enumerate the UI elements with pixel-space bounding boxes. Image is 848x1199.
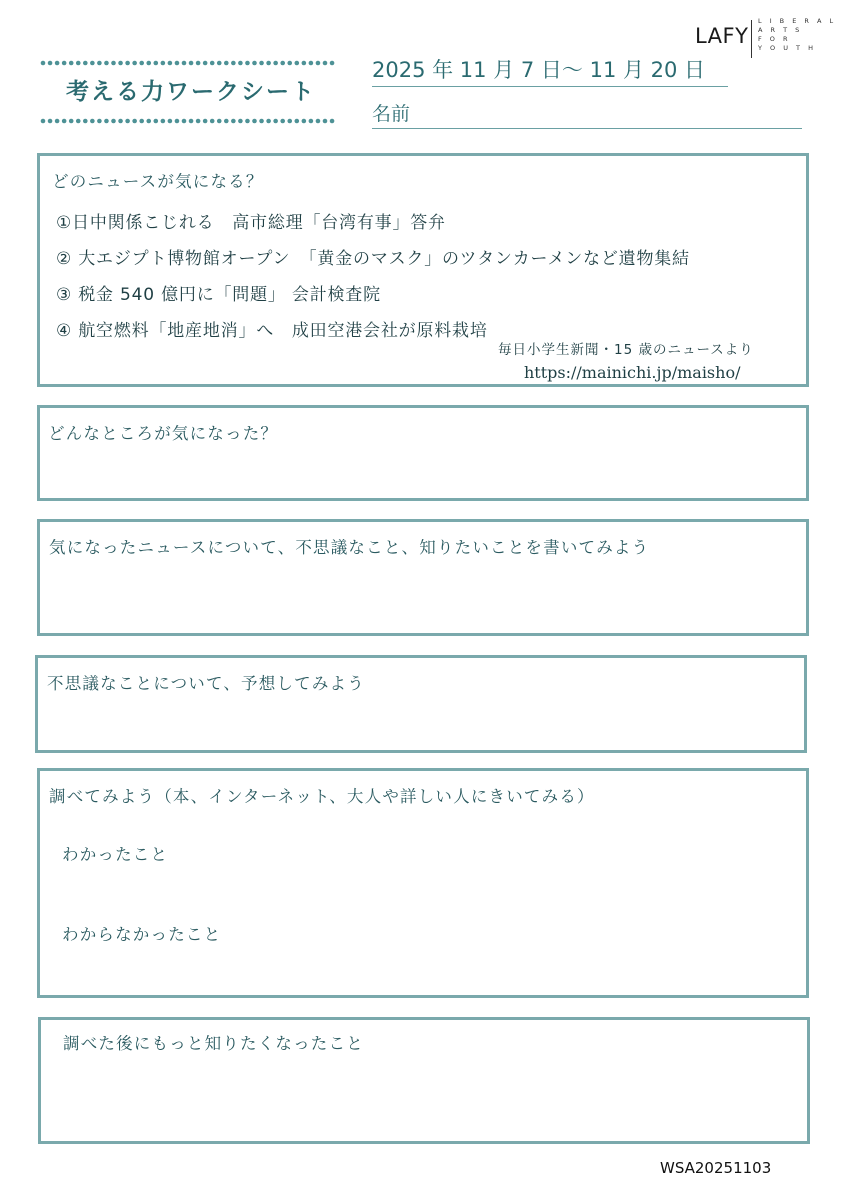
dot xyxy=(146,61,151,66)
dot xyxy=(97,61,102,66)
dot xyxy=(316,61,321,66)
dot xyxy=(266,61,271,66)
dot xyxy=(295,61,300,66)
dot xyxy=(259,61,264,66)
dot xyxy=(323,119,328,124)
dot xyxy=(203,61,208,66)
dot xyxy=(203,119,208,124)
wonder-box[interactable] xyxy=(37,519,809,636)
dot xyxy=(125,61,130,66)
dot xyxy=(48,119,53,124)
dot xyxy=(309,119,314,124)
dot xyxy=(295,119,300,124)
logo-tagline-line: A R T S xyxy=(758,26,803,34)
dot xyxy=(118,61,123,66)
dot xyxy=(287,119,292,124)
dot xyxy=(62,61,67,66)
understood-label: わかったこと xyxy=(62,845,169,864)
dot xyxy=(182,61,187,66)
dot xyxy=(224,61,229,66)
dot xyxy=(196,119,201,124)
after-question: 調べた後にもっと知りたくなったこと xyxy=(63,1034,364,1053)
dot xyxy=(217,61,222,66)
dot xyxy=(69,61,74,66)
predict-box[interactable] xyxy=(35,655,807,753)
after-box[interactable] xyxy=(38,1017,810,1144)
dot xyxy=(259,119,264,124)
dot xyxy=(196,61,201,66)
dot xyxy=(168,61,173,66)
dot xyxy=(48,61,53,66)
dot xyxy=(55,119,60,124)
news-source: 毎日小学生新聞・15 歳のニュースより xyxy=(498,342,754,358)
news-item: ①日中関係こじれる 高市総理「台湾有事」答弁 xyxy=(56,213,446,233)
dot xyxy=(125,119,130,124)
dot xyxy=(118,119,123,124)
dot xyxy=(330,119,335,124)
news-item: ② 大エジプト博物館オープン 「黄金のマスク」のツタンカーメンなど遺物集結 xyxy=(56,249,690,269)
dot xyxy=(90,61,95,66)
wonder-question: 気になったニュースについて、不思議なこと、知りたいことを書いてみよう xyxy=(49,538,650,557)
research-question: 調べてみよう（本、インターネット、大人や詳しい人にきいてみる） xyxy=(49,787,595,806)
dot xyxy=(182,119,187,124)
dot xyxy=(104,61,109,66)
dot xyxy=(309,61,314,66)
dot xyxy=(132,119,137,124)
dot xyxy=(83,61,88,66)
dot xyxy=(41,61,46,66)
dot xyxy=(280,119,285,124)
predict-question: 不思議なことについて、予想してみよう xyxy=(47,674,365,693)
logo-divider xyxy=(751,20,752,58)
dot xyxy=(161,119,166,124)
dot xyxy=(231,61,236,66)
logo-wordmark: LAFY xyxy=(695,24,749,48)
which-part-question: どんなところが気になった？ xyxy=(48,424,279,443)
dot xyxy=(139,119,144,124)
sheet-title: 考える力ワークシート xyxy=(66,79,316,105)
dot xyxy=(210,61,215,66)
worksheet-code: WSA20251103 xyxy=(660,1159,772,1177)
news-question: どのニュースが気になる？ xyxy=(52,172,264,191)
dot xyxy=(83,119,88,124)
dot xyxy=(168,119,173,124)
dot xyxy=(245,61,250,66)
news-url[interactable]: https://mainichi.jp/maisho/ xyxy=(524,363,741,382)
dot xyxy=(245,119,250,124)
dot xyxy=(238,119,243,124)
research-box[interactable] xyxy=(37,768,809,998)
dot xyxy=(161,61,166,66)
dot xyxy=(132,61,137,66)
dot xyxy=(41,119,46,124)
dot xyxy=(139,61,144,66)
dot xyxy=(154,61,159,66)
dot xyxy=(154,119,159,124)
dot xyxy=(231,119,236,124)
dot xyxy=(287,61,292,66)
dot xyxy=(97,119,102,124)
dot xyxy=(62,119,67,124)
dot xyxy=(316,119,321,124)
dot xyxy=(90,119,95,124)
title-dots-bottom xyxy=(40,118,342,124)
which-part-box[interactable] xyxy=(37,405,809,501)
dot xyxy=(224,119,229,124)
dot xyxy=(302,61,307,66)
dot xyxy=(55,61,60,66)
dot xyxy=(217,119,222,124)
dot xyxy=(323,61,328,66)
dot xyxy=(175,61,180,66)
dot xyxy=(252,119,257,124)
news-item: ③ 税金 540 億円に「問題」 会計検査院 xyxy=(56,285,381,305)
name-field[interactable] xyxy=(372,99,802,129)
dot xyxy=(330,61,335,66)
dot xyxy=(76,61,81,66)
name-label: 名前 xyxy=(372,103,411,125)
dot xyxy=(189,119,194,124)
dot xyxy=(76,119,81,124)
logo-tagline-line: F O R xyxy=(758,35,791,43)
dot xyxy=(273,61,278,66)
date-range: 2025 年 11 月 7 日～ 11 月 20 日 xyxy=(372,54,728,87)
dot xyxy=(252,61,257,66)
dot xyxy=(111,61,116,66)
logo-tagline-line: L I B E R A L xyxy=(758,17,837,25)
news-box xyxy=(37,153,809,387)
dot xyxy=(238,61,243,66)
not-understood-label: わからなかったこと xyxy=(62,925,222,944)
logo-tagline xyxy=(758,17,836,53)
dot xyxy=(189,61,194,66)
dot xyxy=(69,119,74,124)
dot xyxy=(273,119,278,124)
dot xyxy=(146,119,151,124)
dot xyxy=(302,119,307,124)
news-item: ④ 航空燃料「地産地消」へ 成田空港会社が原料栽培 xyxy=(56,321,488,341)
dot xyxy=(266,119,271,124)
dot xyxy=(111,119,116,124)
dot xyxy=(280,61,285,66)
dot xyxy=(210,119,215,124)
logo-tagline-line: Y O U T H xyxy=(758,44,816,52)
title-dots-top xyxy=(40,60,342,66)
dot xyxy=(175,119,180,124)
dot xyxy=(104,119,109,124)
